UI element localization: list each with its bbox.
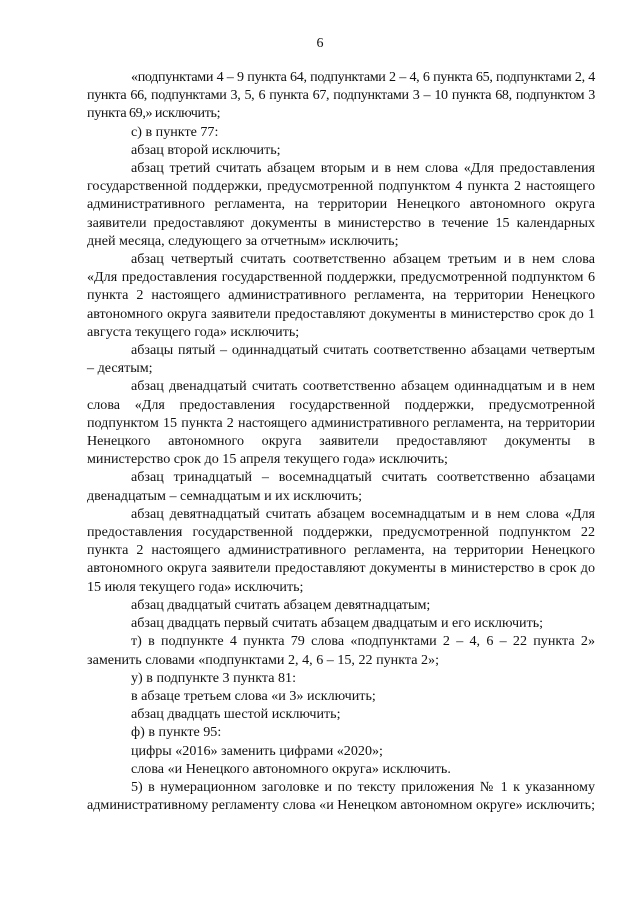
- paragraph: абзац двенадцатый считать соответственно абзацем одиннадцатым и в нем слова «Для предоставления государственной поддержки, предусмотренной подпунктом 15 пункта 2 настоящего административного регламента, на территории Ненецкого автономного округа заявители предоставляют документы в министерство срок до 15 апреля текущего года» исключить;: [87, 378, 595, 468]
- paragraph: ф) в пункте 95:: [131, 724, 222, 741]
- page-number: 6: [316, 36, 324, 51]
- paragraph: слова «и Ненецкого автономного округа» исключить.: [131, 760, 451, 777]
- paragraph: абзацы пятый – одиннадцатый считать соответственно абзацами четвертым – десятым;: [87, 342, 595, 377]
- paragraph: «подпунктами 4 – 9 пункта 64, подпунктами 2 – 4, 6 пункта 65, подпунктами 2, 4 пункта 66, подпунктами 3, 5, 6 пункта 67, подпунктами 3 – 10 пункта 68, подпунктом 3 пункта 69,» исключить;: [87, 69, 595, 122]
- paragraph: у) в подпункте 3 пункта 81:: [131, 669, 297, 686]
- paragraph: в абзаце третьем слова «и 3» исключить;: [131, 687, 376, 704]
- paragraph: абзац третий считать абзацем вторым и в нем слова «Для предоставления государственной поддержки, предусмотренной подпунктом 4 пункта 2 настоящего административного регламента, на территории Ненецкого автономного округа заявители предоставляют документы в министерство в течение 15 календарных дней месяца, следующего за отчетным» исключить;: [87, 160, 595, 249]
- paragraph: т) в подпункте 4 пункта 79 слова «подпунктами 2 – 4, 6 – 22 пункта 2» заменить словами «подпунктами 2, 4, 6 – 15, 22 пункта 2»;: [87, 633, 595, 668]
- paragraph: абзац четвертый считать соответственно абзацем третьим и в нем слова «Для предоставления государственной поддержки, предусмотренной подпунктом 6 пункта 2 настоящего административного регламента, на территории Ненецкого автономного округа заявители предоставляют документы в министерство срок до 1 августа текущего года» исключить;: [87, 251, 595, 340]
- paragraph: 5) в нумерационном заголовке и по тексту приложения № 1 к указанному административному регламенту слова «и Ненецком автономном округе» исключить;: [87, 778, 596, 814]
- paragraph: абзац двадцать шестой исключить;: [131, 706, 341, 723]
- paragraph: абзац двадцатый считать абзацем девятнадцатым;: [131, 596, 431, 613]
- document-body: [87, 68, 595, 814]
- paragraph: абзац двадцать первый считать абзацем двадцатым и его исключить;: [131, 615, 544, 632]
- paragraph: цифры «2016» заменить цифрами «2020»;: [131, 742, 383, 759]
- paragraph: с) в пункте 77:: [131, 123, 219, 140]
- paragraph: абзац тринадцатый – восемнадцатый считать соответственно абзацами двенадцатым – семнадцатым и их исключить;: [87, 469, 595, 504]
- paragraph: абзац девятнадцатый считать абзацем восемнадцатым и в нем слова «Для предоставления государственной поддержки, предусмотренной подпунктом 22 пункта 2 настоящего административного регламента, на территории Ненецкого автономного округа заявители предоставляют документы в министерство в срок до 15 июля текущего года» исключить;: [87, 505, 595, 595]
- paragraph: абзац второй исключить;: [131, 141, 281, 158]
